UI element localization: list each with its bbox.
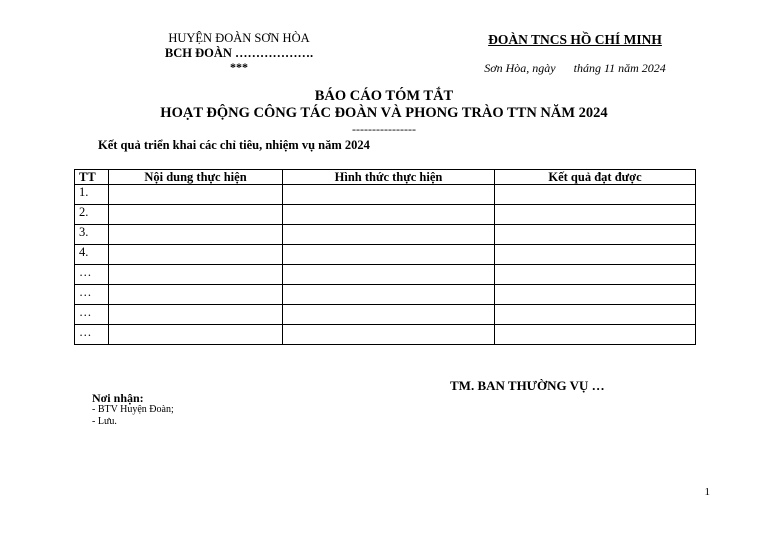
table-row: [75, 305, 696, 325]
cell-method: [283, 225, 495, 245]
row-number: …: [75, 325, 109, 345]
cell-method: [283, 185, 495, 205]
cell-result: [495, 265, 696, 285]
row-number: 4.: [75, 245, 109, 265]
cell-result: [495, 285, 696, 305]
cell-result: [495, 325, 696, 345]
table-row: [75, 265, 696, 285]
header-result: Kết quả đạt được: [495, 170, 696, 185]
row-number: 3.: [75, 225, 109, 245]
row-number: 2.: [75, 205, 109, 225]
org-stars: ***: [230, 60, 248, 74]
cell-method: [283, 285, 495, 305]
org-name: HUYỆN ĐOÀN SƠN HÒA: [168, 31, 310, 45]
cell-method: [283, 305, 495, 325]
cell-result: [495, 205, 696, 225]
cell-content: [109, 265, 283, 285]
row-number: …: [75, 305, 109, 325]
header-content: Nội dung thực hiện: [109, 170, 283, 185]
page-number: 1: [704, 486, 710, 498]
cell-content: [109, 285, 283, 305]
table-row: [75, 225, 696, 245]
recipients-label: Nơi nhận:: [92, 391, 144, 405]
cell-content: [109, 225, 283, 245]
cell-content: [109, 185, 283, 205]
row-number: …: [75, 285, 109, 305]
header-method: Hình thức thực hiện: [283, 170, 495, 185]
cell-method: [283, 265, 495, 285]
cell-result: [495, 185, 696, 205]
cell-method: [283, 245, 495, 265]
result-table: [74, 169, 696, 345]
signature-title: TM. BAN THƯỜNG VỤ …: [450, 378, 605, 393]
table-row: [75, 325, 696, 345]
cell-result: [495, 245, 696, 265]
cell-method: [283, 325, 495, 345]
cell-method: [283, 205, 495, 225]
report-subtitle: HOẠT ĐỘNG CÔNG TÁC ĐOÀN VÀ PHONG TRÀO TTN NĂM 2024: [160, 105, 608, 121]
header-tt: TT: [75, 170, 109, 185]
table-row: [75, 285, 696, 305]
title-divider: ----------------: [352, 122, 416, 136]
cell-content: [109, 245, 283, 265]
recipient-item: - BTV Huyện Đoàn;: [92, 404, 174, 415]
section-heading: Kết quả triển khai các chỉ tiêu, nhiệm vụ năm 2024: [98, 138, 370, 152]
table-row: [75, 185, 696, 205]
place-date: Sơn Hòa, ngày tháng 11 năm 2024: [484, 61, 666, 75]
row-number: 1.: [75, 185, 109, 205]
party-name: ĐOÀN TNCS HỒ CHÍ MINH: [488, 32, 662, 47]
row-number: …: [75, 265, 109, 285]
cell-content: [109, 205, 283, 225]
org-sub-unit: BCH ĐOÀN ……………….: [164, 46, 314, 60]
table-row: [75, 245, 696, 265]
cell-result: [495, 225, 696, 245]
cell-content: [109, 325, 283, 345]
table-header-row: [75, 170, 696, 185]
cell-content: [109, 305, 283, 325]
recipient-item: - Lưu.: [92, 416, 117, 427]
cell-result: [495, 305, 696, 325]
report-title: BÁO CÁO TÓM TẮT: [314, 88, 454, 104]
table-row: [75, 205, 696, 225]
